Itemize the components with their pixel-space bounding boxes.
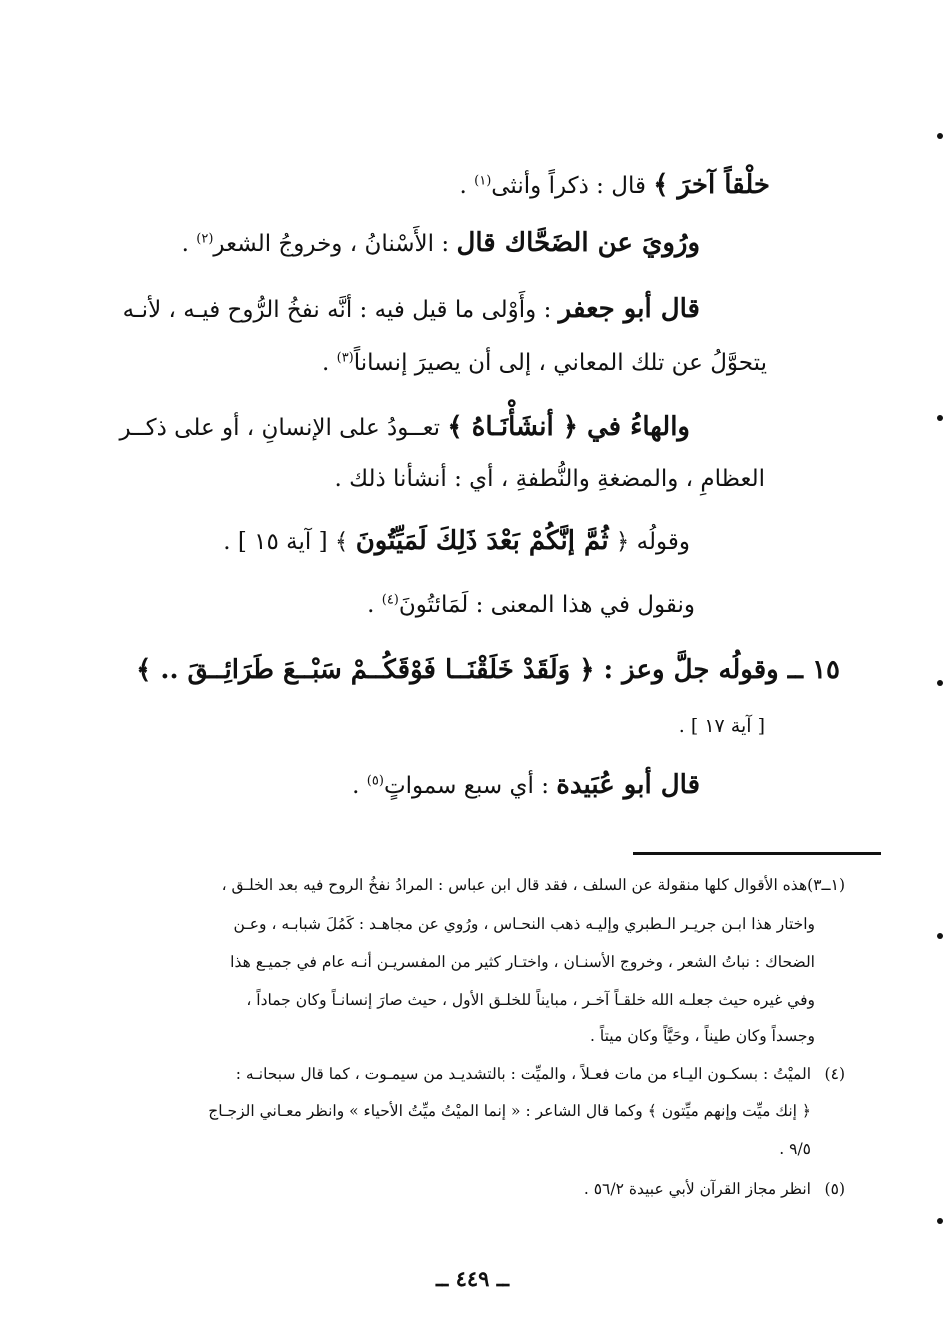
line-text: قال : ذكراً وأنثى bbox=[491, 173, 654, 199]
footnote-text: ﴿ إنك ميِّت وإنهم ميِّتون ﴾ وكما قال الشاعر : « إنما الميْتُ ميِّتُ الأحياء » وانظر معـاني الزجـاج bbox=[208, 1102, 811, 1120]
line-text: ونقول في هذا المعنى : لَمَائتُونَ bbox=[398, 592, 695, 618]
verse-bold: ١٥ ــ وقولُه جلَّ وعز : ﴿ وَلَقَدْ خَلَقْنَــا فَوْقَكُــمْ سَبْــعَ طَرَائِــقَ .. ﴾ bbox=[136, 655, 840, 685]
footnote-line-4 bbox=[246, 991, 815, 1010]
text-line-11 bbox=[352, 770, 700, 801]
text-line-6 bbox=[334, 466, 765, 494]
text-line-4 bbox=[322, 350, 767, 378]
footnote-text: ٩/٥ . bbox=[779, 1140, 811, 1158]
footnote-separator bbox=[633, 852, 881, 855]
margin-mark bbox=[937, 680, 943, 686]
margin-mark bbox=[937, 933, 943, 939]
footnote-text: انظر مجاز القرآن لأبي عبيدة ٥٦/٢ . bbox=[583, 1180, 811, 1198]
speaker-bold: قال أبو جعفر bbox=[558, 294, 700, 324]
text-line-7 bbox=[223, 526, 690, 557]
verse-bold: خلْقاً آخرَ ﴾ bbox=[653, 170, 770, 200]
line-text: وقولُه ﴿ bbox=[608, 529, 690, 555]
footnote-text: وجسداً وكان طيناً ، وحَيَّاً وكان ميتاً . bbox=[590, 1027, 815, 1045]
text-line-9 bbox=[136, 655, 840, 686]
line-text: : الأَسْنانُ ، وخروجُ الشعر bbox=[213, 231, 457, 257]
footnote-line-3 bbox=[230, 953, 815, 972]
footnote-text: هذه الأقوال كلها منقولة عن السلف ، فقد قال ابن عباس : المرادُ نفخُ الروح فيه بعد الخلـق ، bbox=[221, 876, 808, 894]
footnote-ref: (٤) bbox=[381, 592, 399, 608]
footnote-text: الميْتُ : بسكـون اليـاء من مات فعـلاً ، والميِّت : بالتشديـد من سيمـوت ، كما قال سبحانـه : bbox=[235, 1065, 811, 1083]
text-line-8 bbox=[367, 592, 695, 620]
text-line-3 bbox=[123, 294, 700, 325]
speaker-bold: قال أبو عُبَيدة bbox=[556, 770, 700, 800]
speaker-bold: ورُويَ عن الضَحَّاك قال bbox=[456, 228, 700, 258]
footnote-ref: (٣) bbox=[336, 350, 354, 366]
margin-mark bbox=[937, 415, 943, 421]
line-tail: . bbox=[321, 350, 337, 376]
margin-mark bbox=[937, 133, 943, 139]
footnote-line-8 bbox=[779, 1140, 811, 1159]
footnote-line-1 bbox=[222, 876, 845, 895]
line-text: [ آية ١٧ ] . bbox=[678, 715, 765, 737]
line-text: : أي سبع سمواتٍ bbox=[383, 773, 557, 799]
line-text: : وأَوْلى ما قيل فيه : أنَّه نفخُ الرُّوح فيـه ، لأنـه bbox=[122, 297, 559, 323]
footnote-ref: (١) bbox=[474, 173, 492, 189]
footnote-number: (٤) bbox=[824, 1065, 845, 1083]
line-text: يتحوَّلُ عن تلك المعاني ، إلى أن يصيرَ إنساناً bbox=[353, 350, 767, 376]
line-tail: . bbox=[352, 773, 367, 799]
footnote-ref: (٢) bbox=[196, 231, 214, 247]
footnote-number: (١ــ٣) bbox=[807, 876, 845, 894]
text-line-10 bbox=[679, 715, 765, 738]
footnote-text: وفي غيره حيث جعلـه الله خلقـاً آخـر ، مبايناً للخلـق الأول ، حيث صارَ إنسانـاً وكان جماداً ، bbox=[246, 991, 815, 1009]
line-text: تعــودُ على الإنسانِ ، أو على ذكــر bbox=[119, 415, 448, 441]
footnote-text: واختار هذا ابـن جريـر الـطبري وإليـه ذهب النحـاس ، ورُوي عن مجاهـد : كَمُلَ شبابـه ، وعـن bbox=[233, 915, 815, 933]
text-line-5 bbox=[120, 412, 691, 443]
footnote-line-5 bbox=[590, 1027, 815, 1046]
footnote-ref: (٥) bbox=[366, 773, 384, 789]
footnote-text: الضحاك : نباتُ الشعر ، وخروج الأسنـان ، واختـار كثير من المفسريـن أنـه عام في جميـع هذا bbox=[230, 953, 815, 971]
line-tail: . bbox=[367, 592, 382, 618]
line-tail: . bbox=[181, 231, 197, 257]
footnote-line-9 bbox=[584, 1180, 845, 1199]
margin-mark bbox=[937, 1218, 943, 1224]
line-tail: . bbox=[459, 173, 475, 199]
page-number: ــ ٤٤٩ ــ bbox=[435, 1266, 510, 1291]
line-tail: ﴾ [ آية ١٥ ] . bbox=[223, 529, 356, 555]
verse-bold: ثُمَّ إنَّكُمْ بَعْدَ ذَلِكَ لَمَيِّتُونَ bbox=[355, 526, 609, 556]
footnote-line-6 bbox=[236, 1065, 845, 1084]
footnote-line-2 bbox=[233, 915, 815, 934]
footnote-number: (٥) bbox=[824, 1180, 845, 1198]
verse-bold: والهاءُ في ﴿ أنشَأْنَـاهُ ﴾ bbox=[447, 412, 690, 442]
text-line-1 bbox=[460, 170, 771, 201]
text-line-2 bbox=[182, 228, 700, 259]
line-text: العظامِ ، والمضغةِ والنُّطفةِ ، أي : أنشأنا ذلك . bbox=[334, 466, 765, 492]
footnote-line-7 bbox=[208, 1102, 811, 1121]
